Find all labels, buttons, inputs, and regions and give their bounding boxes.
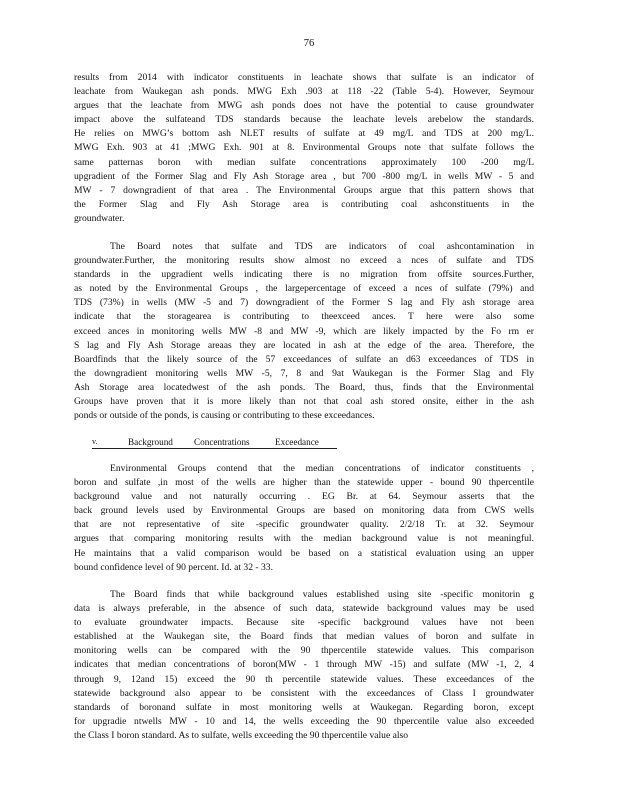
- text-line: argues that comparing monitoring results with the median background value is not meaningful.: [74, 533, 534, 545]
- text-line: S lag and Fly Ash Storage areaas they are located in ash at the edge of the area. Therefore, the: [74, 339, 534, 351]
- text-line: upgradient of the Former Slag and Fly Ash Storage area , but 700 -800 mg/L in wells MW - 5 and: [74, 170, 534, 182]
- section-heading: [92, 436, 337, 449]
- text-line: standards of boronand sulfate in most monitoring wells at Waukegan. Regarding boron, except: [74, 701, 534, 713]
- text-line: MW - 7 downgradient of that area . The Environmental Groups argue that this pattern shows that: [74, 184, 534, 196]
- section-heading-word: Concentrations: [194, 437, 250, 447]
- text-line: MWG Exh. 903 at 41 ;MWG Exh. 901 at 8. Environmental Groups note that sulfate follows the: [74, 142, 534, 154]
- text-line: to evaluate groundwater impacts. Because site -specific background values have not been: [74, 617, 534, 629]
- page-number: 76: [303, 38, 315, 49]
- text-line: the Class I boron standard. As to sulfate, wells exceeding the 90 thpercentile value also: [74, 729, 409, 741]
- text-line: the Former Slag and Fly Ash Storage area is contributing coal ashconstituents in the: [74, 198, 534, 210]
- text-line: Groups have proven that it is more likely than not that coal ash stored onsite, either in the ash: [74, 396, 534, 408]
- text-line: bound confidence level of 90 percent. Id. at 32 - 33.: [74, 561, 274, 573]
- paragraph-2: [74, 240, 534, 423]
- text-line: argues that the leachate from MWG ash ponds does not have the potential to cause groundwater: [74, 100, 534, 112]
- text-line: The Board finds that while background values established using site -specific monitorin g: [110, 589, 534, 600]
- text-line: data is always preferable, in the absence of such data, statewide background values may be used: [74, 603, 534, 615]
- text-line: TDS (73%) in wells (MW -5 and 7) downgradient of the Former S lag and Fly ash storage area: [74, 297, 534, 309]
- text-line: background value and not naturally occurring . EG Br. at 64. Seymour asserts that the: [74, 491, 534, 503]
- text-line: groundwater.Further, the monitoring results show almost no exceed a nces of sulfate and TDS: [74, 255, 534, 267]
- text-line: exceed ances in monitoring wells MW -8 and MW -9, which are likely impacted by the Fo rm er: [74, 325, 534, 337]
- text-line: the downgradient monitoring wells MW -5, 7, 8 and 9at Waukegan is the Former Slag and Fly: [74, 367, 534, 379]
- text-line: groundwater.: [74, 212, 125, 224]
- text-line: indicate that the storagearea is contributing to theexceed ances. T here were also some: [74, 311, 534, 323]
- text-line: as noted by the Environmental Groups , the largepercentage of exceed a nces of sulfate (79%) and: [74, 283, 534, 295]
- text-line: monitoring wells can be compared with the 90 thpercentile statewide values. This comparison: [74, 645, 534, 657]
- text-line: standards in the upgradient wells indicating there is no migration from offsite sources.Further,: [74, 269, 534, 281]
- text-line: Boardfinds that the likely source of the 57 exceedances of sulfate an d63 exceedances of TDS in: [74, 353, 534, 365]
- section-heading-word: Background: [128, 437, 173, 447]
- section-number: v.: [92, 437, 98, 446]
- paragraph-1: [74, 71, 534, 226]
- text-line: for upgradie ntwells MW - 10 and 14, the wells exceeding the 90 thpercentile value also exceeded: [74, 715, 534, 727]
- text-line: Ash Storage area locatedwest of the ash ponds. The Board, thus, finds that the Environmental: [74, 381, 534, 393]
- text-line: statewide background also appear to be consistent with the exceedances of Class I groundwater: [74, 687, 534, 699]
- text-line: indicates that median concentrations of boron(MW - 1 through MW -15) and sulfate (MW -1, 2, 4: [74, 659, 534, 671]
- text-line: He maintains that a valid comparison would be based on a statistical evaluation using an upper: [74, 547, 534, 559]
- text-line: boron and sulfate ,in most of the wells are higher than the statewide upper - bound 90 thpercentile: [74, 477, 534, 489]
- text-line: established at the Waukegan site, the Board finds that median values of boron and sulfate in: [74, 631, 534, 643]
- text-line: results from 2014 with indicator constituents in leachate shows that sulfate is an indicator of: [74, 72, 534, 83]
- text-line: He relies on MWG’s bottom ash NLET results of sulfate at 49 mg/L and TDS at 200 mg/L.: [74, 128, 534, 140]
- paragraph-4: [74, 588, 534, 743]
- paragraph-3: [74, 462, 534, 575]
- text-line: The Board notes that sulfate and TDS are indicators of coal ashcontamination in: [110, 241, 534, 252]
- text-line: leachate from Waukegan ash ponds. MWG Exh .903 at 118 -22 (Table 5-4). However, Seymour: [74, 86, 534, 98]
- text-line: through 9, 12and 15) exceed the 90 th percentile statewide values. These exceedances of the: [74, 673, 534, 685]
- text-line: impact above the sulfateand TDS standards because the leachate levels arebelow the standards.: [74, 114, 534, 126]
- text-line: ponds or outside of the ponds, is causing or contributing to these exceedances.: [74, 410, 375, 422]
- text-line: that are not representative of site -specific groundwater quality. 2/2/18 Tr. at 32. Seymour: [74, 519, 534, 531]
- text-line: Environmental Groups contend that the median concentrations of indicator constituents ,: [110, 463, 534, 474]
- text-line: same patternas boron with median sulfate concentrations approximately 100 -200 mg/L: [74, 156, 534, 168]
- text-line: back ground levels used by Environmental Groups are based on monitoring data from CWS wells: [74, 505, 534, 517]
- section-heading-word: Exceedance: [275, 437, 319, 447]
